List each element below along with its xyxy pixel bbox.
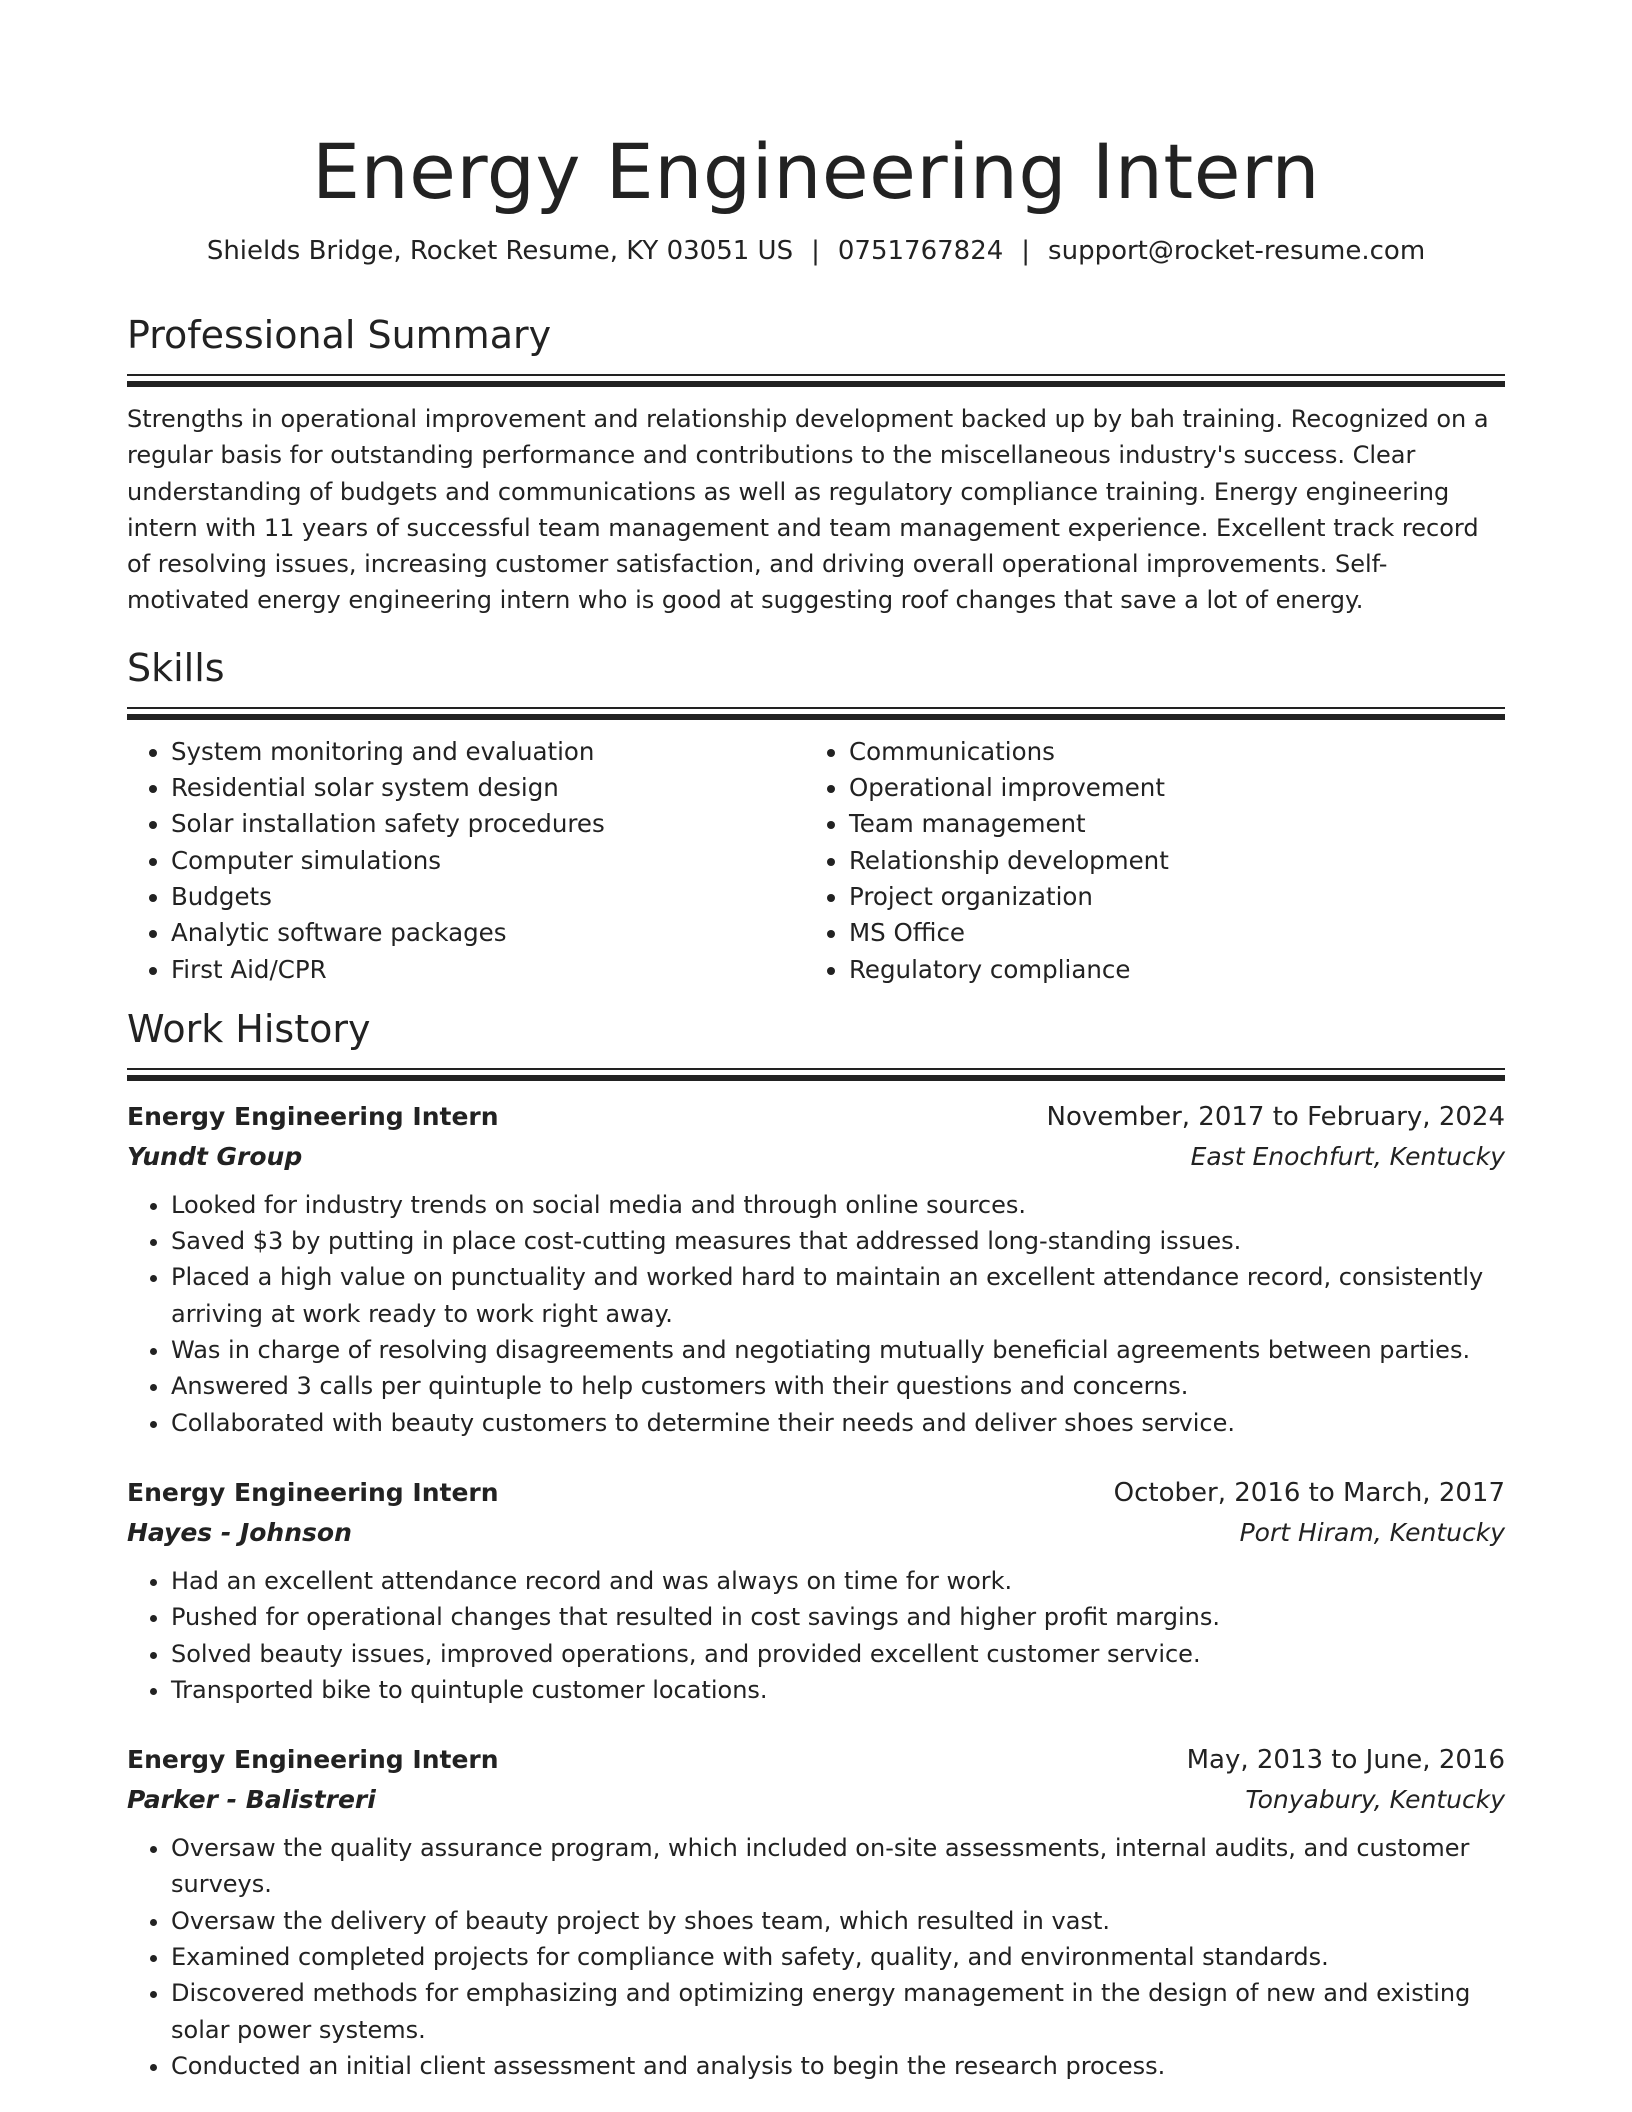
job-bullet-list [127, 1187, 1505, 1441]
section-heading: Work History [127, 1006, 371, 1051]
job-dates: November, 2017 to February, 2024 [1046, 1101, 1505, 1132]
skill-item: • Team management [849, 806, 1483, 842]
skill-item: • MS Office [849, 915, 1483, 951]
job-company: Parker - Balistreri [127, 1785, 376, 1815]
job-bullet: • Oversaw the quality assurance program, which included on-site assessments, internal audits, and customer surveys. [171, 1830, 1505, 1903]
job-title: Energy Engineering Intern [127, 1477, 499, 1507]
job-entry [127, 1097, 1505, 1441]
resume-page [127, 0, 1505, 2084]
work-history-section [127, 1006, 1505, 2084]
job-bullet: • Saved $3 by putting in place cost-cutting measures that addressed long-standing issues. [171, 1223, 1505, 1259]
summary-text: Strengths in operational improvement and relationship development backed up by bah training. Recognized on a regular basis for outstanding performance and contributions to the miscellaneous industry's success. Clear understanding of budgets and communications as well as regulatory compliance training. Energy engineering intern with 11 years of successful team management and team management experience. Excellent track record of resolving issues, increasing customer satisfaction, and driving overall operational improvements. Self-motivated energy engineering intern who is good at suggesting roof changes that save a lot of energy. [127, 405, 1489, 615]
skill-item: • Communications [849, 734, 1483, 770]
contact-separator: | [1021, 236, 1031, 266]
job-bullet: • Oversaw the delivery of beauty project by shoes team, which resulted in vast. [171, 1903, 1505, 1939]
skill-item: • Regulatory compliance [849, 952, 1483, 988]
job-location: East Enochfurt, Kentucky [1190, 1141, 1505, 1171]
job-company: Yundt Group [127, 1141, 303, 1171]
section-heading: Professional Summary [127, 313, 552, 357]
contact-email: support@rocket-resume.com [1048, 236, 1426, 266]
job-bullet: • Examined completed projects for compliance with safety, quality, and environmental standards. [171, 1939, 1505, 1975]
job-header-row [127, 1740, 1505, 1780]
job-bullet: • Looked for industry trends on social media and through online sources. [171, 1187, 1505, 1223]
section-divider [127, 707, 1505, 720]
job-bullet: • Had an excellent attendance record and was always on time for work. [171, 1563, 1505, 1599]
job-location: Tonyabury, Kentucky [1245, 1785, 1505, 1815]
skills-section [127, 645, 1505, 988]
contact-phone: 0751767824 [837, 236, 1004, 266]
section-divider [127, 1068, 1505, 1081]
contact-separator: | [811, 236, 820, 266]
skill-item: • Solar installation safety procedures [171, 806, 805, 842]
job-dates: May, 2013 to June, 2016 [1186, 1745, 1505, 1776]
skills-columns [127, 734, 1505, 988]
job-bullet: • Collaborated with beauty customers to determine their needs and deliver shoes service. [171, 1405, 1505, 1441]
skill-item: • Relationship development [849, 843, 1483, 879]
job-bullet: • Solved beauty issues, improved operations, and provided excellent customer service. [171, 1636, 1505, 1672]
section-heading: Skills [127, 645, 225, 690]
skill-item: • Budgets [171, 879, 805, 915]
job-bullet-list [127, 1563, 1505, 1708]
job-bullet: • Conducted an initial client assessment and analysis to begin the research process. [171, 2048, 1505, 2084]
job-bullet: • Answered 3 calls per quintuple to help customers with their questions and concerns. [171, 1368, 1505, 1404]
job-company-row [127, 1137, 1505, 1177]
skill-item: • Analytic software packages [171, 915, 805, 951]
job-dates: October, 2016 to March, 2017 [1113, 1477, 1505, 1508]
job-header-row [127, 1097, 1505, 1137]
job-title: Energy Engineering Intern [127, 1101, 499, 1131]
job-bullet: • Transported bike to quintuple customer locations. [171, 1672, 1505, 1708]
skill-item: • System monitoring and evaluation [171, 734, 805, 770]
section-divider [127, 374, 1505, 387]
skills-left-list [127, 734, 805, 988]
skill-item: • Residential solar system design [171, 770, 805, 806]
job-entry [127, 1473, 1505, 1708]
job-company-row [127, 1513, 1505, 1553]
contact-address: Shields Bridge, Rocket Resume, KY 03051 US [206, 236, 794, 266]
job-bullet: • Was in charge of resolving disagreements and negotiating mutually beneficial agreements between parties. [171, 1332, 1505, 1368]
job-entry [127, 1740, 1505, 2084]
job-location: Port Hiram, Kentucky [1239, 1517, 1505, 1547]
job-company-row [127, 1780, 1505, 1820]
job-bullet: • Placed a high value on punctuality and worked hard to maintain an excellent attendance record, consistently arriving at work ready to work right away. [171, 1259, 1505, 1332]
skills-right-list [805, 734, 1483, 988]
skill-item: • Computer simulations [171, 843, 805, 879]
job-title: Energy Engineering Intern [127, 1745, 499, 1775]
job-bullet: • Discovered methods for emphasizing and optimizing energy management in the design of new and existing solar power systems. [171, 1975, 1505, 2048]
job-bullet: • Pushed for operational changes that resulted in cost savings and higher profit margins. [171, 1599, 1505, 1635]
skill-item: • Operational improvement [849, 770, 1483, 806]
job-header-row [127, 1473, 1505, 1513]
job-bullet-list [127, 1830, 1505, 2084]
resume-title: Energy Engineering Intern [311, 127, 1321, 216]
contact-line [127, 234, 1505, 268]
skill-item: • Project organization [849, 879, 1483, 915]
job-company: Hayes - Johnson [127, 1517, 352, 1547]
summary-section [127, 312, 1505, 619]
skill-item: • First Aid/CPR [171, 952, 805, 988]
